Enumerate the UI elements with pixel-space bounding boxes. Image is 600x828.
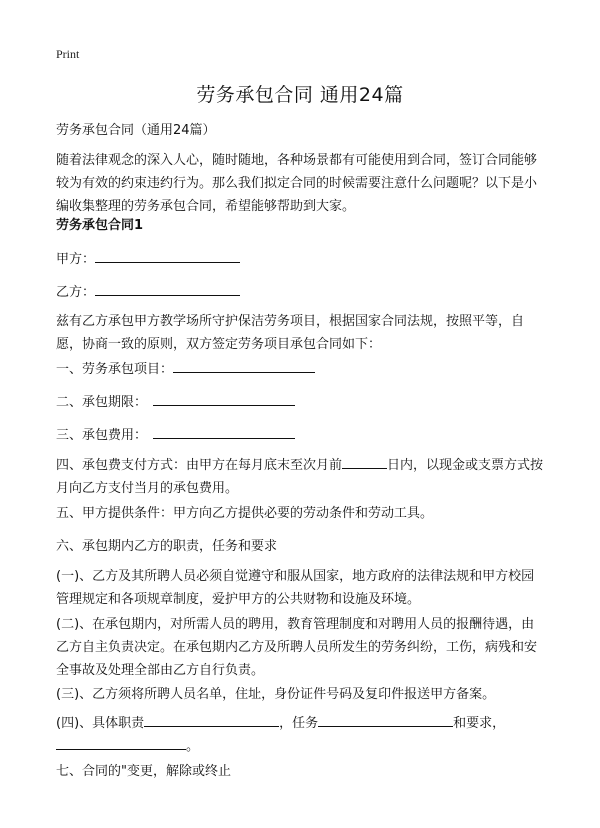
party-a-line bbox=[56, 248, 546, 271]
clause-6-4-label-requirements: 和要求， bbox=[453, 716, 506, 731]
section-heading: 劳务承包合同1 bbox=[56, 218, 144, 233]
party-a-label: 甲方： bbox=[56, 252, 96, 267]
clause-6-3-paragraph: (三)、乙方须将所聘人员名单，住址，身份证件号码及复印件报送甲方备案。 bbox=[56, 687, 496, 702]
party-a-blank bbox=[95, 248, 240, 263]
party-b-blank bbox=[95, 281, 240, 296]
clause-3-line bbox=[56, 424, 546, 447]
clause-6-4-paragraph bbox=[56, 712, 546, 758]
document-title: 劳务承包合同 通用24篇 bbox=[196, 84, 404, 106]
requirements-blank bbox=[56, 735, 186, 750]
clause-2-line bbox=[56, 391, 546, 414]
clause-4-text-after: 日内，以现金或支票方式按月向乙方支付当月的承包费用。 bbox=[56, 458, 544, 496]
print-link[interactable]: Print bbox=[56, 47, 80, 61]
clause-1-blank bbox=[173, 358, 315, 373]
clause-5-paragraph: 五、甲方提供条件：甲方向乙方提供必要的劳动条件和劳动工具。 bbox=[56, 506, 434, 521]
clause-2-label: 二、承包期限： bbox=[56, 395, 148, 410]
intro-paragraph: 随着法律观念的深入人心，随时随地，各种场景都有可能使用到合同，签订合同能够较为有效的约束违约行为。那么我们拟定合同的时候需要注意什么问题呢？以下是小编收集整理的劳务承包合同，希望能够帮助到大家。 bbox=[56, 153, 538, 214]
clause-3-label: 三、承包费用： bbox=[56, 428, 148, 443]
clause-1-label: 一、劳务承包项目： bbox=[56, 362, 174, 377]
clause-3-blank bbox=[153, 424, 295, 439]
clause-1-line bbox=[56, 358, 546, 381]
clause-4-blank bbox=[342, 454, 387, 469]
clause-7-heading: 七、合同的"变更，解除或终止 bbox=[56, 764, 231, 779]
clause-6-4-label-tasks: ，任务 bbox=[279, 716, 319, 731]
clause-6-4-label-duties: (四)、具体职责 bbox=[56, 716, 145, 731]
duties-blank bbox=[144, 712, 279, 727]
clause-6-2-paragraph: (二)、在承包期内，对所需人员的聘用，教育管理制度和对聘用人员的报酬待遇，由乙方自主负责决定。在承包期内乙方及所聘人员所发生的劳务纠纷，工伤，病残和安全事故及处理全部由乙方自行负责。 bbox=[56, 617, 538, 678]
clause-6-1-paragraph: (一)、乙方及其所聘人员必须自觉遵守和服从国家，地方政府的法律法规和甲方校园管理规定和各项规章制度，爱护甲方的公共财物和设施及环境。 bbox=[56, 569, 535, 607]
party-b-line bbox=[56, 281, 546, 304]
party-b-label: 乙方： bbox=[56, 285, 96, 300]
clause-6-heading: 六、承包期内乙方的职责，任务和要求 bbox=[56, 539, 278, 554]
document-subtitle: 劳务承包合同（通用24篇） bbox=[56, 123, 216, 138]
preamble-paragraph: 兹有乙方承包甲方教学场所守护保洁劳务项目，根据国家合同法规，按照平等，自愿，协商一致的原则，双方签定劳务项目承包合同如下： bbox=[56, 314, 525, 352]
clause-6-4-end: 。 bbox=[186, 739, 200, 754]
clause-2-blank bbox=[153, 391, 295, 406]
clause-4-paragraph bbox=[56, 454, 546, 500]
tasks-blank bbox=[318, 712, 453, 727]
clause-4-text-before: 四、承包费支付方式：由甲方在每月底末至次月前 bbox=[56, 458, 343, 473]
